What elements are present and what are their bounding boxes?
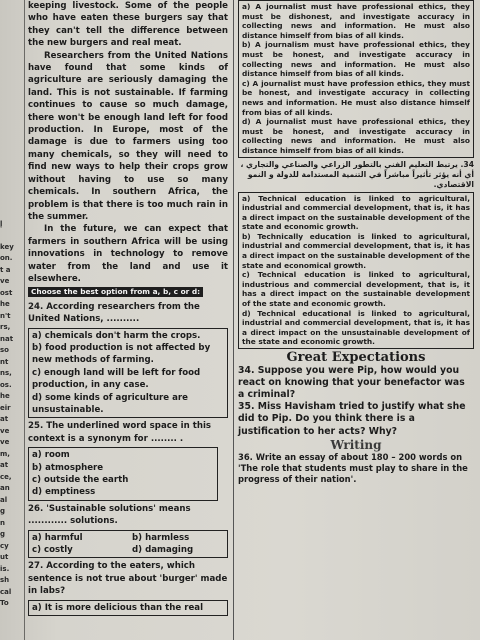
gutter-fragment: t a (0, 265, 11, 274)
gutter-fragment: ve (0, 426, 10, 435)
gutter-fragment (0, 127, 22, 139)
gutter-fragment: ce, (0, 472, 12, 481)
gutter-fragment (0, 230, 22, 242)
gutter-fragment: rs, (0, 323, 11, 331)
gutter-fragment: at (0, 461, 9, 469)
q34-option-d[interactable]: d) Technical educational is linked to agricultural, industrial and commercial development, that is, it has a direct impact on the unsustainable development of the state and economic growth. (242, 308, 470, 347)
reading-paragraph-1: keeping livestock. Some of the people who have eaten these burgers say that they can't tell the difference between the new burgers and real meat. (28, 1, 228, 49)
gutter-fragment (0, 92, 22, 104)
gutter-fragment: he (0, 300, 10, 308)
gutter-fragment (0, 150, 22, 162)
gutter-fragment: an (0, 484, 10, 492)
section-title-great-expectations: Great Expectations (286, 350, 426, 365)
question-25-options (28, 447, 218, 501)
question-26-options (28, 530, 228, 559)
gutter-fragment (0, 0, 22, 12)
gutter-fragment: on. (0, 254, 13, 262)
q24-option-a[interactable]: a) chemicals don't harm the crops. (32, 330, 201, 341)
instruction-label: Choose the best option from a, b, c or d: (28, 287, 203, 297)
column-divider (233, 0, 234, 640)
gutter-fragment: eir (0, 403, 11, 412)
q27-option-a[interactable]: a) It is more delicious than the real (32, 602, 204, 613)
gutter-fragment: g (0, 507, 6, 515)
reading-paragraph-2: Researchers from the United Nations have found that some kinds of agriculture are seriously damaging the land. This is not sustainable. If farming continues to cause so much damage, there won't be enough land left for food production. In Europe, most of the damage is due to farmers using too many chemicals, so they will need to find new ways to help their crops grow without having to use so many chemicals. In southern Africa, the problem is that there is too much rain in the summer. (28, 50, 228, 222)
q33-option-d[interactable]: d) A journalist must have professional ethics, they must be honest, and investigate accuracy in collecting news and information. He must also distance himself from bias of all kinds. (242, 117, 470, 155)
gutter-fragment (0, 173, 22, 185)
question-26: 26. 'Sustainable solutions' means ............ solutions. (28, 503, 191, 527)
writing-question-36: 36. Write an essay of about 180 – 200 words on 'The role that students must play to share in the progress of their nation'. (238, 452, 468, 484)
gutter-fragment (0, 46, 22, 58)
gutter-fragment (0, 115, 22, 127)
ge-question-34: 34. Suppose you were Pip, how would you react on knowing that your benefactor was a criminal? (238, 364, 465, 400)
reading-column (28, 0, 228, 640)
gutter-fragment (0, 12, 22, 24)
gutter-fragment (0, 104, 22, 116)
question-27: 27. According to the eaters, which sentence is not true about 'burger' made in labs? (28, 561, 228, 597)
gutter-fragment: g (0, 530, 6, 538)
q24-option-d[interactable]: d) some kinds of agriculture are unsustainable. (32, 392, 188, 415)
question-25: 25. The underlined word space in this context is a synonym for ........ . (28, 421, 211, 444)
gutter-fragment: m, (0, 449, 10, 458)
gutter-fragment: nat (0, 334, 14, 343)
q24-option-b[interactable]: b) food production is not affected by new methods of farming. (32, 342, 211, 366)
gutter-fragment: ve (0, 277, 10, 285)
gutter-fragment: n't (0, 311, 11, 320)
gutter-fragment: إ (0, 219, 3, 228)
question-33-options (238, 0, 474, 158)
q34-option-c[interactable]: c) Technical education is linked to agricultural, industrious and commercial development, that is, it has a direct impact on the sustainable development of the state and economic growth. (242, 270, 470, 309)
gutter-fragment (0, 69, 22, 81)
gutter-fragment: at (0, 415, 9, 423)
q26-option-a[interactable]: a) harmful (32, 532, 83, 543)
gutter-fragment: n (0, 518, 5, 527)
gutter-fragment: al (0, 495, 8, 504)
q33-option-c[interactable]: c) A journalist must have profession ethics, they must be honest, and investigate accuracy in collecting news and information. He must also distance himself from bias of all kinds. (242, 78, 470, 117)
gutter-fragment: nt (0, 357, 9, 366)
question-34-options (238, 192, 474, 350)
gutter-fragment: ost (0, 288, 13, 297)
gutter-fragment: To (0, 599, 9, 607)
gutter-fragment: so (0, 346, 9, 354)
gutter-fragment (0, 610, 22, 622)
q25-option-b[interactable]: b) atmosphere (32, 462, 104, 473)
question-34-arabic: 34. يرتبط التعليم الفني بالتطور الزراعي والصناعي والتجاري ، أي أنه يؤثر تأثيراً مباشراً في التنمية المستدامة للدولة و النمو الاقتصادي. (240, 159, 474, 189)
section-title-writing: Writing (330, 437, 382, 452)
left-gutter-fragments (0, 0, 22, 640)
gutter-fragment (0, 207, 22, 219)
question-24-options (28, 328, 228, 419)
gutter-fragment: cy (0, 541, 9, 550)
q26-option-d[interactable]: d) damaging (132, 545, 194, 556)
q25-option-a[interactable]: a) room (32, 450, 70, 461)
gutter-fragment: os. (0, 380, 12, 389)
q25-option-d[interactable]: d) emptiness (32, 487, 96, 498)
gutter-fragment: ut (0, 553, 9, 561)
gutter-fragment: is. (0, 564, 10, 573)
gutter-fragment: he (0, 392, 10, 400)
ge-question-35: 35. Miss Havisham tried to justify what she did to Pip. Do you think there is a justification to her acts? Why? (238, 401, 466, 437)
reading-paragraph-3: In the future, we can expect that farmers in southern Africa will be using innovations in technology to remove water from the land and use it elsewhere. (28, 224, 228, 284)
gutter-divider (24, 0, 25, 640)
q34-option-a[interactable]: a) Technical education is linked to agricultural, industrial and commercial development, that is, it has a direct impact on the sustainable development of the state and economic growth. (242, 193, 470, 232)
gutter-fragment: ns, (0, 369, 12, 377)
question-24: 24. According researchers from the United Nations, .......... (28, 301, 200, 325)
gutter-fragment: ve (0, 438, 10, 446)
q26-option-c[interactable]: c) costly (32, 545, 73, 556)
question-27-options (28, 600, 228, 616)
gutter-fragment: sh (0, 576, 10, 584)
q24-option-c[interactable]: c) enough land will be left for food production, in any case. (32, 367, 201, 391)
questions-column (238, 0, 474, 640)
gutter-fragment: key (0, 242, 14, 251)
gutter-fragment (0, 58, 22, 70)
q33-option-a[interactable]: a) A journalist must have professional ethics, they must be dishonest, and investigate accuracy in collecting news and information. He must also distance himself from bias of all kinds. (242, 2, 470, 40)
gutter-fragment (0, 81, 22, 93)
gutter-fragment: cal (0, 587, 12, 596)
q33-option-b[interactable]: b) A journalism must have professional ethics, they must be honest, and investigate accuracy in collecting news and information. He must also distance himself from bias of all kinds. (242, 40, 470, 79)
q25-option-c[interactable]: c) outside the earth (32, 475, 129, 486)
gutter-fragment (0, 184, 22, 196)
q26-option-b[interactable]: b) harmless (132, 532, 190, 543)
gutter-fragment (0, 196, 22, 208)
gutter-fragment (0, 35, 22, 47)
q34-option-b[interactable]: b) Technically education is linked to agricultural, industrial and commercial development, that is, it has a direct impact on the sustainable development of the state and economical growth. (242, 231, 470, 270)
gutter-fragment (0, 138, 22, 150)
gutter-fragment (0, 161, 22, 173)
gutter-fragment (0, 23, 22, 35)
